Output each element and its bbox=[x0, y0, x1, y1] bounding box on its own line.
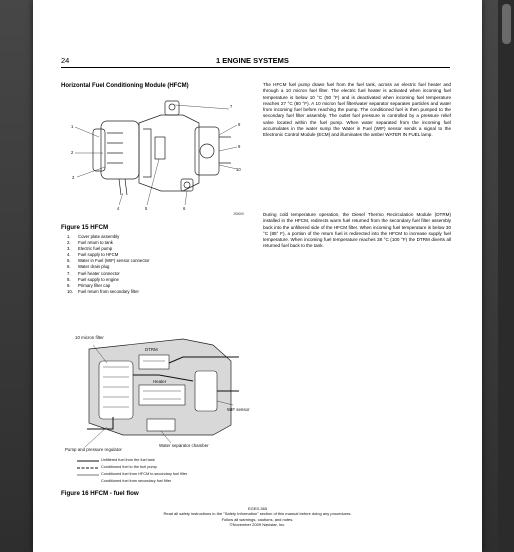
flow-legend-4: Conditioned fuel from secondary fuel filter bbox=[101, 479, 172, 483]
water-chamber bbox=[147, 419, 175, 431]
dtrm-block bbox=[139, 355, 169, 369]
footer-safety-line: Read all safety instructions in the "Safety Information" section of this manual before doing any procedures. bbox=[163, 511, 352, 517]
callout-5: 5 bbox=[145, 206, 148, 211]
document-page bbox=[33, 0, 482, 552]
label-water-separator: Water separator chamber bbox=[159, 443, 209, 448]
pump-boss bbox=[200, 144, 214, 158]
legend-item: 3. Electric fuel pump bbox=[67, 246, 113, 252]
header-rule bbox=[61, 67, 450, 68]
flow-legend-1: Unfiltered fuel from the fuel tank bbox=[101, 458, 155, 462]
callout-10: 10 bbox=[236, 167, 241, 172]
label-heater: Heater bbox=[153, 379, 167, 384]
vertical-scrollbar[interactable] bbox=[498, 0, 514, 552]
hfcm-left-housing bbox=[101, 121, 139, 179]
footer-doc-id: EGES-365 bbox=[247, 506, 268, 511]
legend-item: 6. Water drain plug bbox=[67, 264, 110, 270]
label-pump-regulator: Pump and pressure regulator bbox=[65, 447, 122, 452]
chapter-title: 1 ENGINE SYSTEMS bbox=[216, 56, 289, 65]
body-paragraph-2: During cold temperature operation, the Diesel Thermo Recirculation Module (DTRM) installed in the HFCM, redirects warm fuel returned from the secondary fuel filter assembly back into the unfiltered side of the HFCM filter. When incoming fuel temperature is below 30 °C (85° F), a portion of the return fuel is redirected into the HFCM to increase supply fuel temperature. When incoming fuel temperature reaches 38 °C (100 °F) the DTRM diverts all returned fuel back to the tank. bbox=[263, 212, 451, 249]
section-title: Horizontal Fuel Conditioning Module (HFCM) bbox=[61, 83, 189, 89]
figure-15-legend bbox=[67, 234, 149, 295]
legend-item: 8. Fuel supply to engine bbox=[67, 276, 119, 282]
callout-4: 4 bbox=[117, 206, 120, 211]
callout-7: 7 bbox=[230, 104, 233, 109]
figure-15-caption: Figure 15 HFCM bbox=[61, 224, 109, 231]
label-dtrm: DTRM bbox=[145, 347, 158, 352]
legend-item: 2. Fuel return to tank bbox=[67, 240, 113, 246]
figure-15-id: JS4000 bbox=[233, 212, 244, 216]
legend-item: 5. Water in Fuel (WIF) sensor connector bbox=[67, 258, 150, 264]
footer-copyright: ©November 2009 Navistar, Inc. bbox=[229, 521, 286, 527]
callout-2: 2 bbox=[71, 150, 74, 155]
fuel-flow-figure bbox=[63, 331, 251, 481]
footer-warnings-line: Follow all warnings, cautions, and notes. bbox=[221, 516, 294, 522]
filter-element bbox=[99, 361, 133, 419]
label-10-micron-filter: 10 micron filter bbox=[75, 335, 104, 340]
hfcm-top-fitting bbox=[165, 101, 179, 115]
page-footer bbox=[33, 506, 482, 527]
legend-item: 10. Fuel return from secondary filter bbox=[67, 288, 139, 294]
callout-9: 9 bbox=[238, 144, 241, 149]
figure-16-caption: Figure 16 HFCM - fuel flow bbox=[61, 490, 139, 497]
page-number: 24 bbox=[61, 56, 70, 65]
callout-8: 8 bbox=[238, 122, 241, 127]
body-paragraph-1: The HFCM fuel pump draws fuel from the fuel tank, across an electric fuel heater and through a 10 micron fuel filter. The electric fuel heater is activated when incoming fuel temperature is below 10 °C (50 °F) and is deactivated when incoming fuel temperature reaches 27 °C (80 °F). A 10 micron fuel filter/water separator separates particles and water from incoming fuel before reaching the pump. The conditioned fuel is then pumped to the secondary fuel filter assembly. The outlet fuel pressure is controlled by a pressure relief valve located within the fuel pump. When water separated from the incoming fuel accumulates in the water sump the Water in Fuel (WIF) sensor sends a signal to the Electronic Control Module (ECM) and illuminates the amber WATER IN FUEL lamp. bbox=[263, 82, 451, 138]
pump-block bbox=[195, 371, 217, 411]
legend-item: 1. Cover plate assembly bbox=[67, 234, 120, 239]
legend-item: 7. Fuel heater connector bbox=[67, 270, 120, 276]
heater-connector bbox=[155, 137, 165, 159]
callout-6: 6 bbox=[183, 206, 186, 211]
hfcm-pump bbox=[195, 127, 219, 175]
heater-block bbox=[139, 385, 185, 405]
hfcm-body bbox=[139, 115, 199, 191]
hfcm-figure bbox=[63, 93, 251, 217]
legend-item: 4. Fuel supply to HFCM bbox=[67, 252, 119, 258]
scrollbar-thumb[interactable] bbox=[502, 4, 511, 44]
callout-3: 3 bbox=[72, 175, 75, 180]
label-wif-sensor: WIF sensor bbox=[227, 407, 250, 412]
legend-item: 9. Primary filter cap bbox=[67, 282, 111, 288]
flow-legend-3: Conditioned fuel from HFCM to secondary fuel filter bbox=[101, 472, 188, 476]
flow-legend-2: Conditioned fuel to the fuel pump bbox=[101, 465, 157, 469]
callout-1: 1 bbox=[71, 124, 74, 129]
